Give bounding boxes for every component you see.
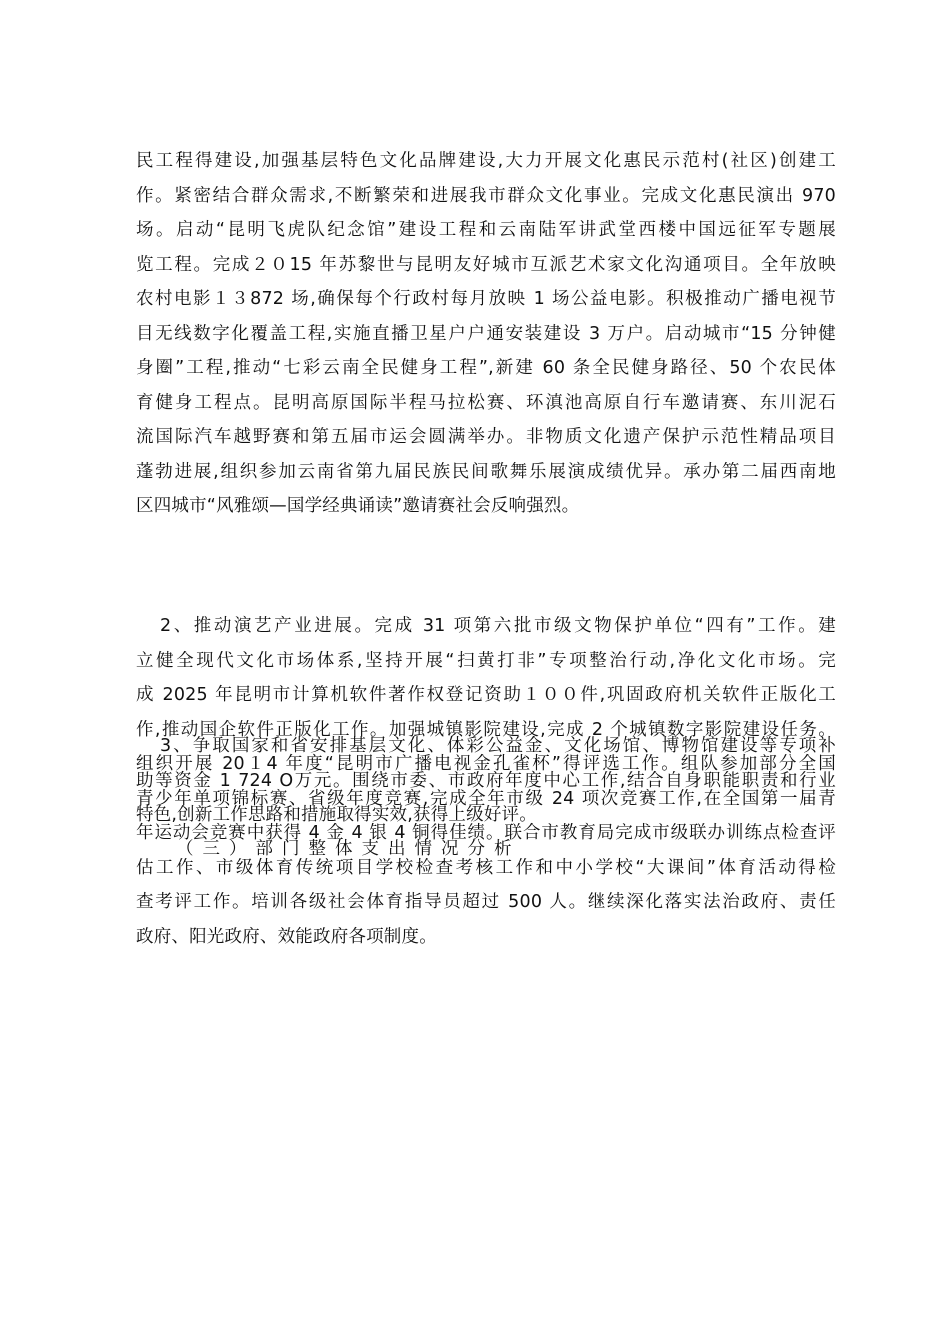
text-line: 3、争取国家和省安排基层文化、体彩公益金、文化场馆、博物馆建设等专项补 bbox=[160, 736, 836, 756]
text-line: 育健身工程点。昆明高原国际半程马拉松赛、环滇池高原自行车邀请赛、东川泥石 bbox=[136, 392, 836, 413]
text-line: 估工作、市级体育传统项目学校检查考核工作和中小学校“大课间”体育活动得检 bbox=[136, 857, 836, 878]
paragraph-1 bbox=[136, 144, 836, 524]
text-line: 作,推动国企软件正版化工作。加强城镇影院建设,完成 2 个城镇数字影院建设任务。 bbox=[136, 719, 836, 740]
text-line: 目无线数字化覆盖工程,实施直播卫星户户通安装建设 3 万户。启动城市“15 分钟健 bbox=[136, 323, 836, 344]
text-line: 览工程。完成２０15 年苏黎世与昆明友好城市互派艺术家文化沟通项目。全年放映 bbox=[136, 254, 836, 275]
text-line: 2、推动演艺产业进展。完成 31 项第六批市级文物保护单位“四有”工作。建 bbox=[160, 616, 836, 636]
text-line: 民工程得建设,加强基层特色文化品牌建设,大力开展文化惠民示范村(社区)创建工 bbox=[136, 151, 836, 171]
text-line: 身圈”工程,推动“七彩云南全民健身工程”,新建 60 条全民健身路径、50 个农民体 bbox=[136, 358, 836, 378]
text-line: 蓬勃进展,组织参加云南省第九届民族民间歌舞乐展演成绩优异。承办第二届西南地 bbox=[136, 461, 836, 482]
text-line: 年运动会竞赛中获得 4 金 4 银 4 铜得佳绩。联合市教育局完成市级联办训练点检查评 bbox=[136, 823, 836, 843]
text-line: 流国际汽车越野赛和第五届市运会圆满举办。非物质文化遗产保护示范性精品项目 bbox=[136, 427, 836, 447]
text-line: 场。启动“昆明飞虎队纪念馆”建设工程和云南陆军讲武堂西楼中国远征军专题展 bbox=[136, 220, 836, 240]
text-line: 助等资金 1 724 O万元。围绕市委、市政府年度中心工作,结合自身职能职责和行业 bbox=[136, 770, 836, 791]
text-line: 作。紧密结合群众需求,不断繁荣和进展我市群众文化事业。完成文化惠民演出 970 bbox=[136, 185, 836, 206]
text-line: 组织开展 20１4 年度“昆明市广播电视金孔雀杯”得评选工作。组队参加部分全国 bbox=[136, 754, 836, 774]
text-line: 查考评工作。培训各级社会体育指导员超过 500 人。继续深化落实法治政府、责任 bbox=[136, 892, 836, 912]
text-line: 青少年单项锦标赛、省级年度竞赛,完成全年市级 24 项次竞赛工作,在全国第一届青 bbox=[136, 788, 836, 809]
paragraph-3-block bbox=[136, 729, 836, 833]
text-line: 特色,创新工作思路和措施取得实效,获得上级好评。 bbox=[136, 805, 537, 825]
text-line: 政府、阳光政府、效能政府各项制度。 bbox=[136, 926, 437, 947]
text-line: 立健全现代文化市场体系,坚持开展“扫黄打非”专项整治行动,净化文化市场。完 bbox=[136, 650, 836, 671]
text-line: 成 2025 年昆明市计算机软件著作权登记资助１００件,巩固政府机关软件正版化工 bbox=[136, 685, 836, 705]
text-line: 区四城市“风雅颂—国学经典诵读”邀请赛社会反响强烈。 bbox=[136, 496, 580, 516]
text-line: 农村电影１３872 场,确保每个行政村每月放映 1 场公益电影。积极推动广播电视节 bbox=[136, 289, 836, 309]
section-heading: （三）部门整体支出情况分析 bbox=[176, 839, 521, 859]
